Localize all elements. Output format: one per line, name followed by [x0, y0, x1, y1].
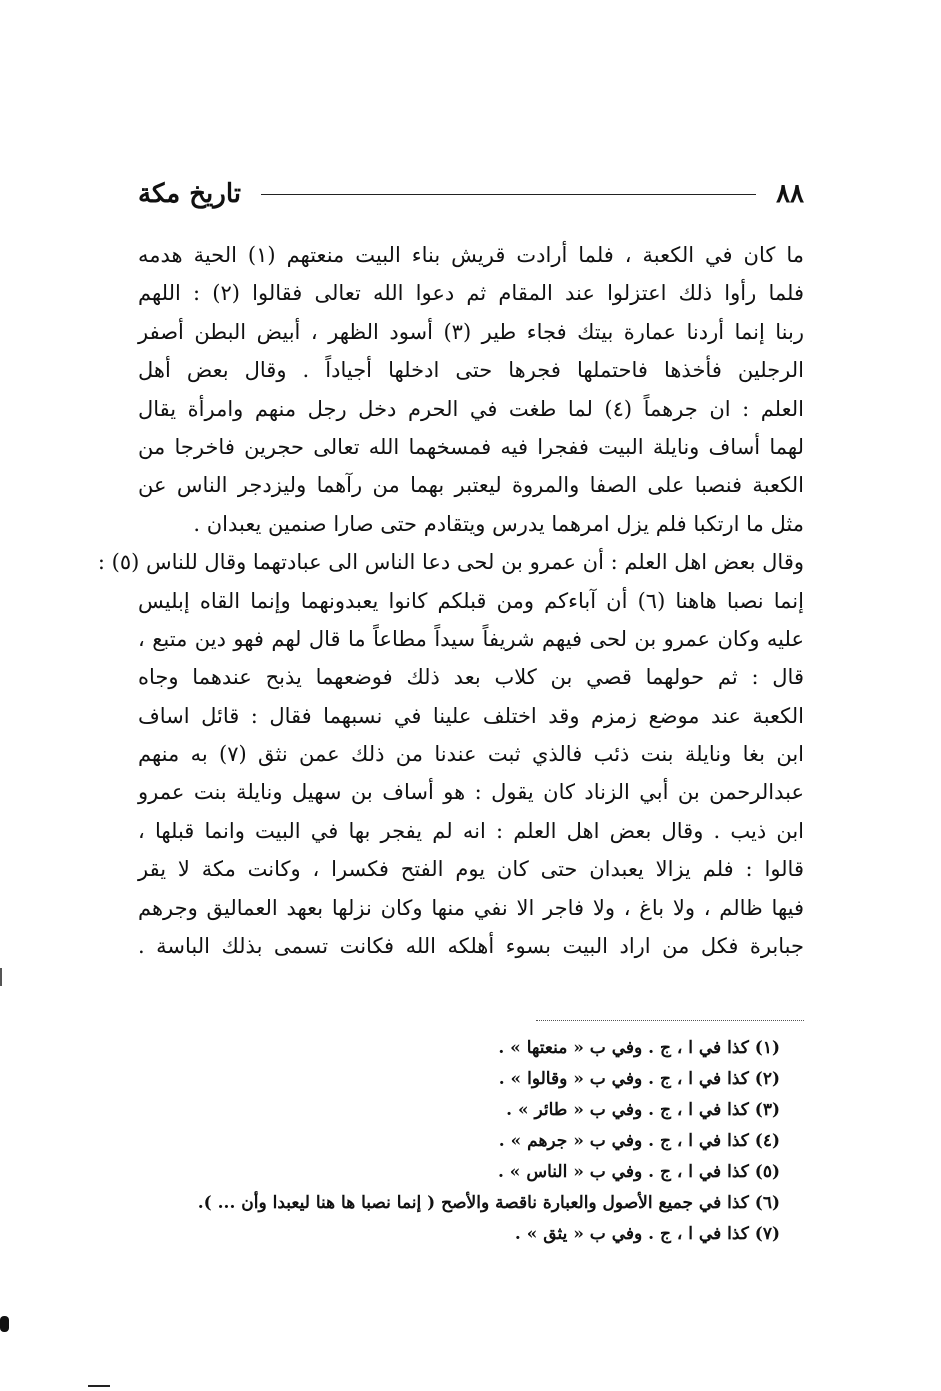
footnote-item: (١) كذا في ا ، ج . وفي ب « منعتها » .	[498, 1038, 780, 1058]
text-line: ابن ذيب . وقال بعض اهل العلم : انه لم يفجر بها في البيت وانما قبلها ،	[138, 818, 804, 843]
footnote-item: (٣) كذا في ا ، ج . وفي ب « طائر » .	[506, 1100, 780, 1120]
text-line: مثل ما ارتكبا فلم يزل امرهما يدرس ويتقادم حتى صارا صنمين يعبدان .	[193, 511, 804, 536]
body-text	[97, 236, 805, 965]
text-line: لهما أساف ونايلة البيت ففجرا فيه فمسخهما الله تعالى حجرين فاخرجا من	[138, 434, 804, 459]
text-line: الكعبة عند موضع زمزم وقد اختلف علينا في نسبهما فقال : قائل اساف	[138, 703, 804, 728]
page-header	[138, 172, 804, 216]
footnote-item: (٢) كذا في ا ، ج . وفي ب « وقالوا » .	[498, 1069, 780, 1089]
text-line: فيها ظالم ، ولا باغ ، ولا فاجر الا نفي منها وكان نزلها بعهد العماليق وجرهم	[138, 895, 804, 920]
header-rule	[261, 194, 756, 195]
footnote-item: (٤) كذا في ا ، ج . وفي ب « جرهم » .	[498, 1131, 780, 1151]
footnote-separator	[536, 1020, 804, 1021]
footnotes	[138, 1033, 780, 1250]
text-line: قالوا : فلم يزالا يعبدان حتى كان يوم الفتح فكسرا ، وكانت مكة لا يقر	[138, 857, 804, 882]
text-line: إنما نصبا هاهنا (٦) أن آباءكم ومن قبلكم كانوا يعبدونهما وإنما القاه إبليس	[138, 588, 804, 613]
text-line: الكعبة فنصبا على الصفا والمروة ليعتبر بهما من رآهما وليزدجر الناس عن	[138, 473, 804, 498]
text-line: جبابرة فكل من اراد البيت بسوء أهلكه الله فكانت تسمى بذلك الباسة .	[138, 934, 804, 959]
footnote-item: (٦) كذا في جميع الأصول والعبارة ناقصة والأصح ( إنما نصبا ها هنا ليعبدا وأن ... ).	[197, 1193, 780, 1213]
text-line: فلما رأوا ذلك اعتزلوا عند المقام ثم دعوا الله تعالى فقالوا (٢) : اللهم	[138, 281, 804, 306]
scan-edge-mark	[0, 968, 2, 986]
text-line: ربنا إنما أردنا عمارة بيتك فجاء طير (٣) أسود الظهر ، أبيض البطن أصفر	[138, 319, 804, 344]
text-line: عليه وكان عمرو بن لحى فيهم شريفاً سيداً مطاعاً ما قال لهم فهو دين متبع ،	[138, 626, 804, 651]
scan-blot-mark	[0, 1316, 9, 1332]
text-line: عبدالرحمن بن أبي الزناد كان يقول : هو أساف بن سهيل ونايلة بنت عمرو	[138, 780, 804, 805]
text-line: وقال بعض اهل العلم : أن عمرو بن لحى دعا الناس الى عبادتهما وقال للناس (٥) :	[97, 550, 804, 575]
running-title: تاريخ مكة	[138, 179, 242, 209]
footnote-item: (٥) كذا في ا ، ج . وفي ب « الناس » .	[497, 1162, 780, 1182]
text-line: ابن بغا ونايلة بنت ذئب فالذي ثبت عندنا من ذلك عمن نثق (٧) به منهم	[138, 742, 804, 767]
scan-bottom-mark	[88, 1385, 110, 1387]
text-line: قال : ثم حولهما قصي بن كلاب بعد ذلك فوضعهما يذبح عندهما وجاه	[138, 665, 804, 690]
footnote-item: (٧) كذا في ا ، ج . وفي ب « يثق » .	[514, 1224, 780, 1244]
text-line: الرجلين فأخذها فاحتملها فجرها حتى ادخلها أجياداً . وقال بعض أهل	[138, 358, 804, 383]
text-line: ما كان في الكعبة ، فلما أرادت قريش بناء البيت منعتهم (١) الحية هدمه	[138, 243, 804, 267]
page-number: ٨٨	[776, 179, 804, 209]
text-line: العلم : ان جرهماً (٤) لما طغت في الحرم دخل رجل منهم وامرأة يقال	[138, 396, 805, 421]
